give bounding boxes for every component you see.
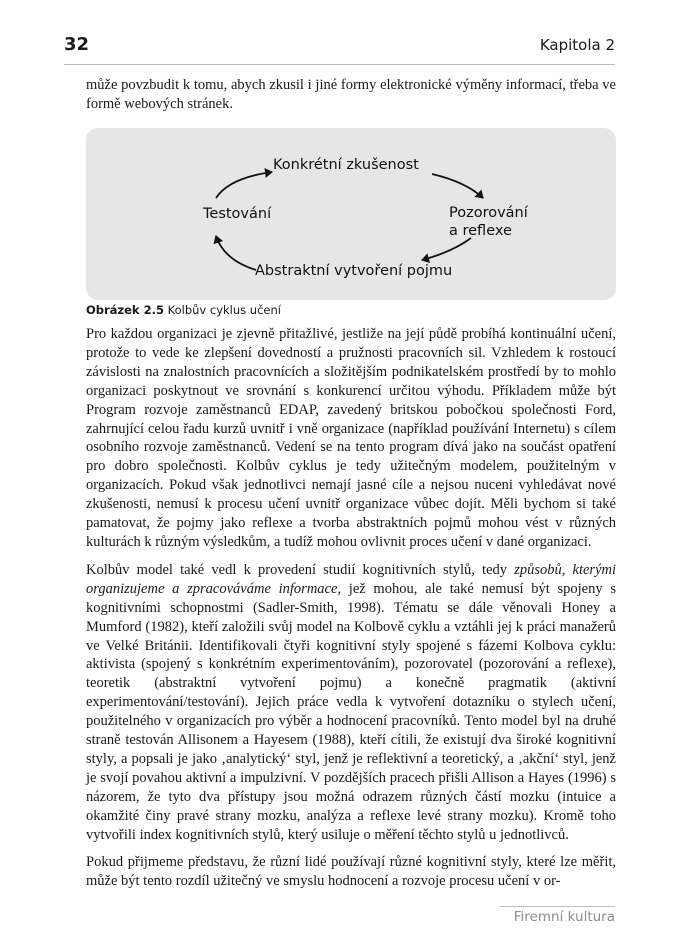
caption-label: Obrázek 2.5	[86, 303, 164, 317]
cycle-label-testing: Testování	[203, 206, 272, 222]
figure-caption	[86, 303, 281, 317]
kolb-cycle-figure	[86, 128, 616, 300]
cycle-label-abstract-conceptualisation: Abstraktní vytvoření pojmu	[255, 263, 453, 279]
footer-running-title: Firemní kultura	[513, 909, 615, 925]
arrow-right-to-bottom	[422, 238, 471, 260]
paragraph-1: Pro každou organizaci je zjevně přitažlivé, jestliže na její půdě probíhá kontinuální učení, protože to vede ke zlepšení dovedností a pružnosti pracovních sil. Vzhledem k rostoucí závislosti na znalostních pracovnících a složitějším podnikatelském prostředí by to mohlo organizaci poskytnout ve srovnání s konkurencí určitou výhodu. Příkladem může být Program rozvoje zaměstnanců EDAP, zavedený britskou pobočkou společnosti Ford, zahrnující celou řadu kurzů uvnitř i vně organizace (například používání Internetu) s cílem osobního rozvoje zaměstnanců. Vedení se na tento program dívá jako na součást opatření pro dobro společnosti. Kolbův cyklus je tedy užitečným modelem, použitelným v organizacích. Pokud však jednotlivci nemají jasné cíle a nejsou nuceni vyhledávat nové zkušenosti, nemusí k procesu učení uvnitř organizace vůbec dojít. Měli bychom si také pamatovat, že pojmy jako reflexe a tvorba abstraktních pojmů mohou vést v různých kulturách k různým výsledkům, a tudíž mohou ovlivnit proces učení v dané organizaci.	[86, 326, 616, 550]
caption-text: Kolbův cyklus učení	[163, 303, 281, 317]
cycle-label-observation	[449, 204, 528, 240]
page-number: 32	[64, 34, 90, 55]
cycle-label-observation-line2: a reflexe	[449, 223, 512, 239]
paragraph-2-emphasis: způsobů, kterými organizujeme a zpracováváme informace	[86, 561, 617, 597]
footer-rule	[500, 906, 615, 907]
paragraph-2-rest: , jež mohou, ale také nemusí být spojeny s kognitivními schopnostmi (Sadler-Smith, 1998). Tématu se dále věnovali Honey a Mumford (1982), kteří založili svůj model na Kolbově cyklu a vztáhli jej k práci manažerů ve Velké Británii. Identifikovali čtyři kognitivní styly spojené s fázemi Kolbova cyklu: aktivista (spojený s konkrétním experimentováním), pozorovatel (pozorování a reflexe), teoretik (abstraktní vytvoření pojmu) a konečně pragmatik (aktivní experimentování/testování). Jejich práce vedla k vytvoření dotazníku o stylech učení, použitelného v organizacích pro výběr a hodnocení pracovníků. Tento model byl na druhé straně testován Allisonem a Hayesem (1988), kteří cítili, že existují dva široké kognitivní styly, a popsali je jako ‚analytický‘ styl, jenž je reflektivní a teoretický, a ‚akční‘ styl, jenž je svojí povahou aktivní a impulzivní. V pozdějších pracech přišli Allison a Hayes (1996) s názorem, že tyto dva přístupy jsou možná odrazem různých částí mozku (intuice a okamžité činy pravé strany mozku, analýza a reflexe levé strany mozku). Kromě toho vytvořili index kognitivních stylů, který usiluje o měření těchto stylů u jednotlivců.	[86, 580, 616, 843]
cycle-label-concrete-experience: Konkrétní zkušenost	[273, 157, 419, 173]
body-text	[86, 325, 616, 900]
paragraph-3: Pokud přijmeme představu, že různí lidé používají různé kognitivní styly, které lze měřit, může být tento rozdíl užitečný ve smyslu hodnocení a rozvoje procesu učení v or-	[86, 854, 616, 890]
cycle-label-observation-line1: Pozorování	[449, 205, 528, 221]
header-rule	[64, 64, 615, 65]
arrow-left-to-top	[216, 172, 272, 198]
intro-paragraph: může povzbudit k tomu, abych zkusil i jiné formy elektronické výměny informací, třeba ve formě webových stránek.	[86, 77, 616, 112]
paragraph-2-start: Kolbův model také vedl k provedení studií kognitivních stylů, tedy	[86, 561, 515, 578]
paragraph-2	[86, 561, 616, 845]
arrow-bottom-to-left	[216, 236, 256, 270]
arrow-top-to-right	[432, 174, 483, 198]
chapter-title: Kapitola 2	[539, 36, 615, 54]
